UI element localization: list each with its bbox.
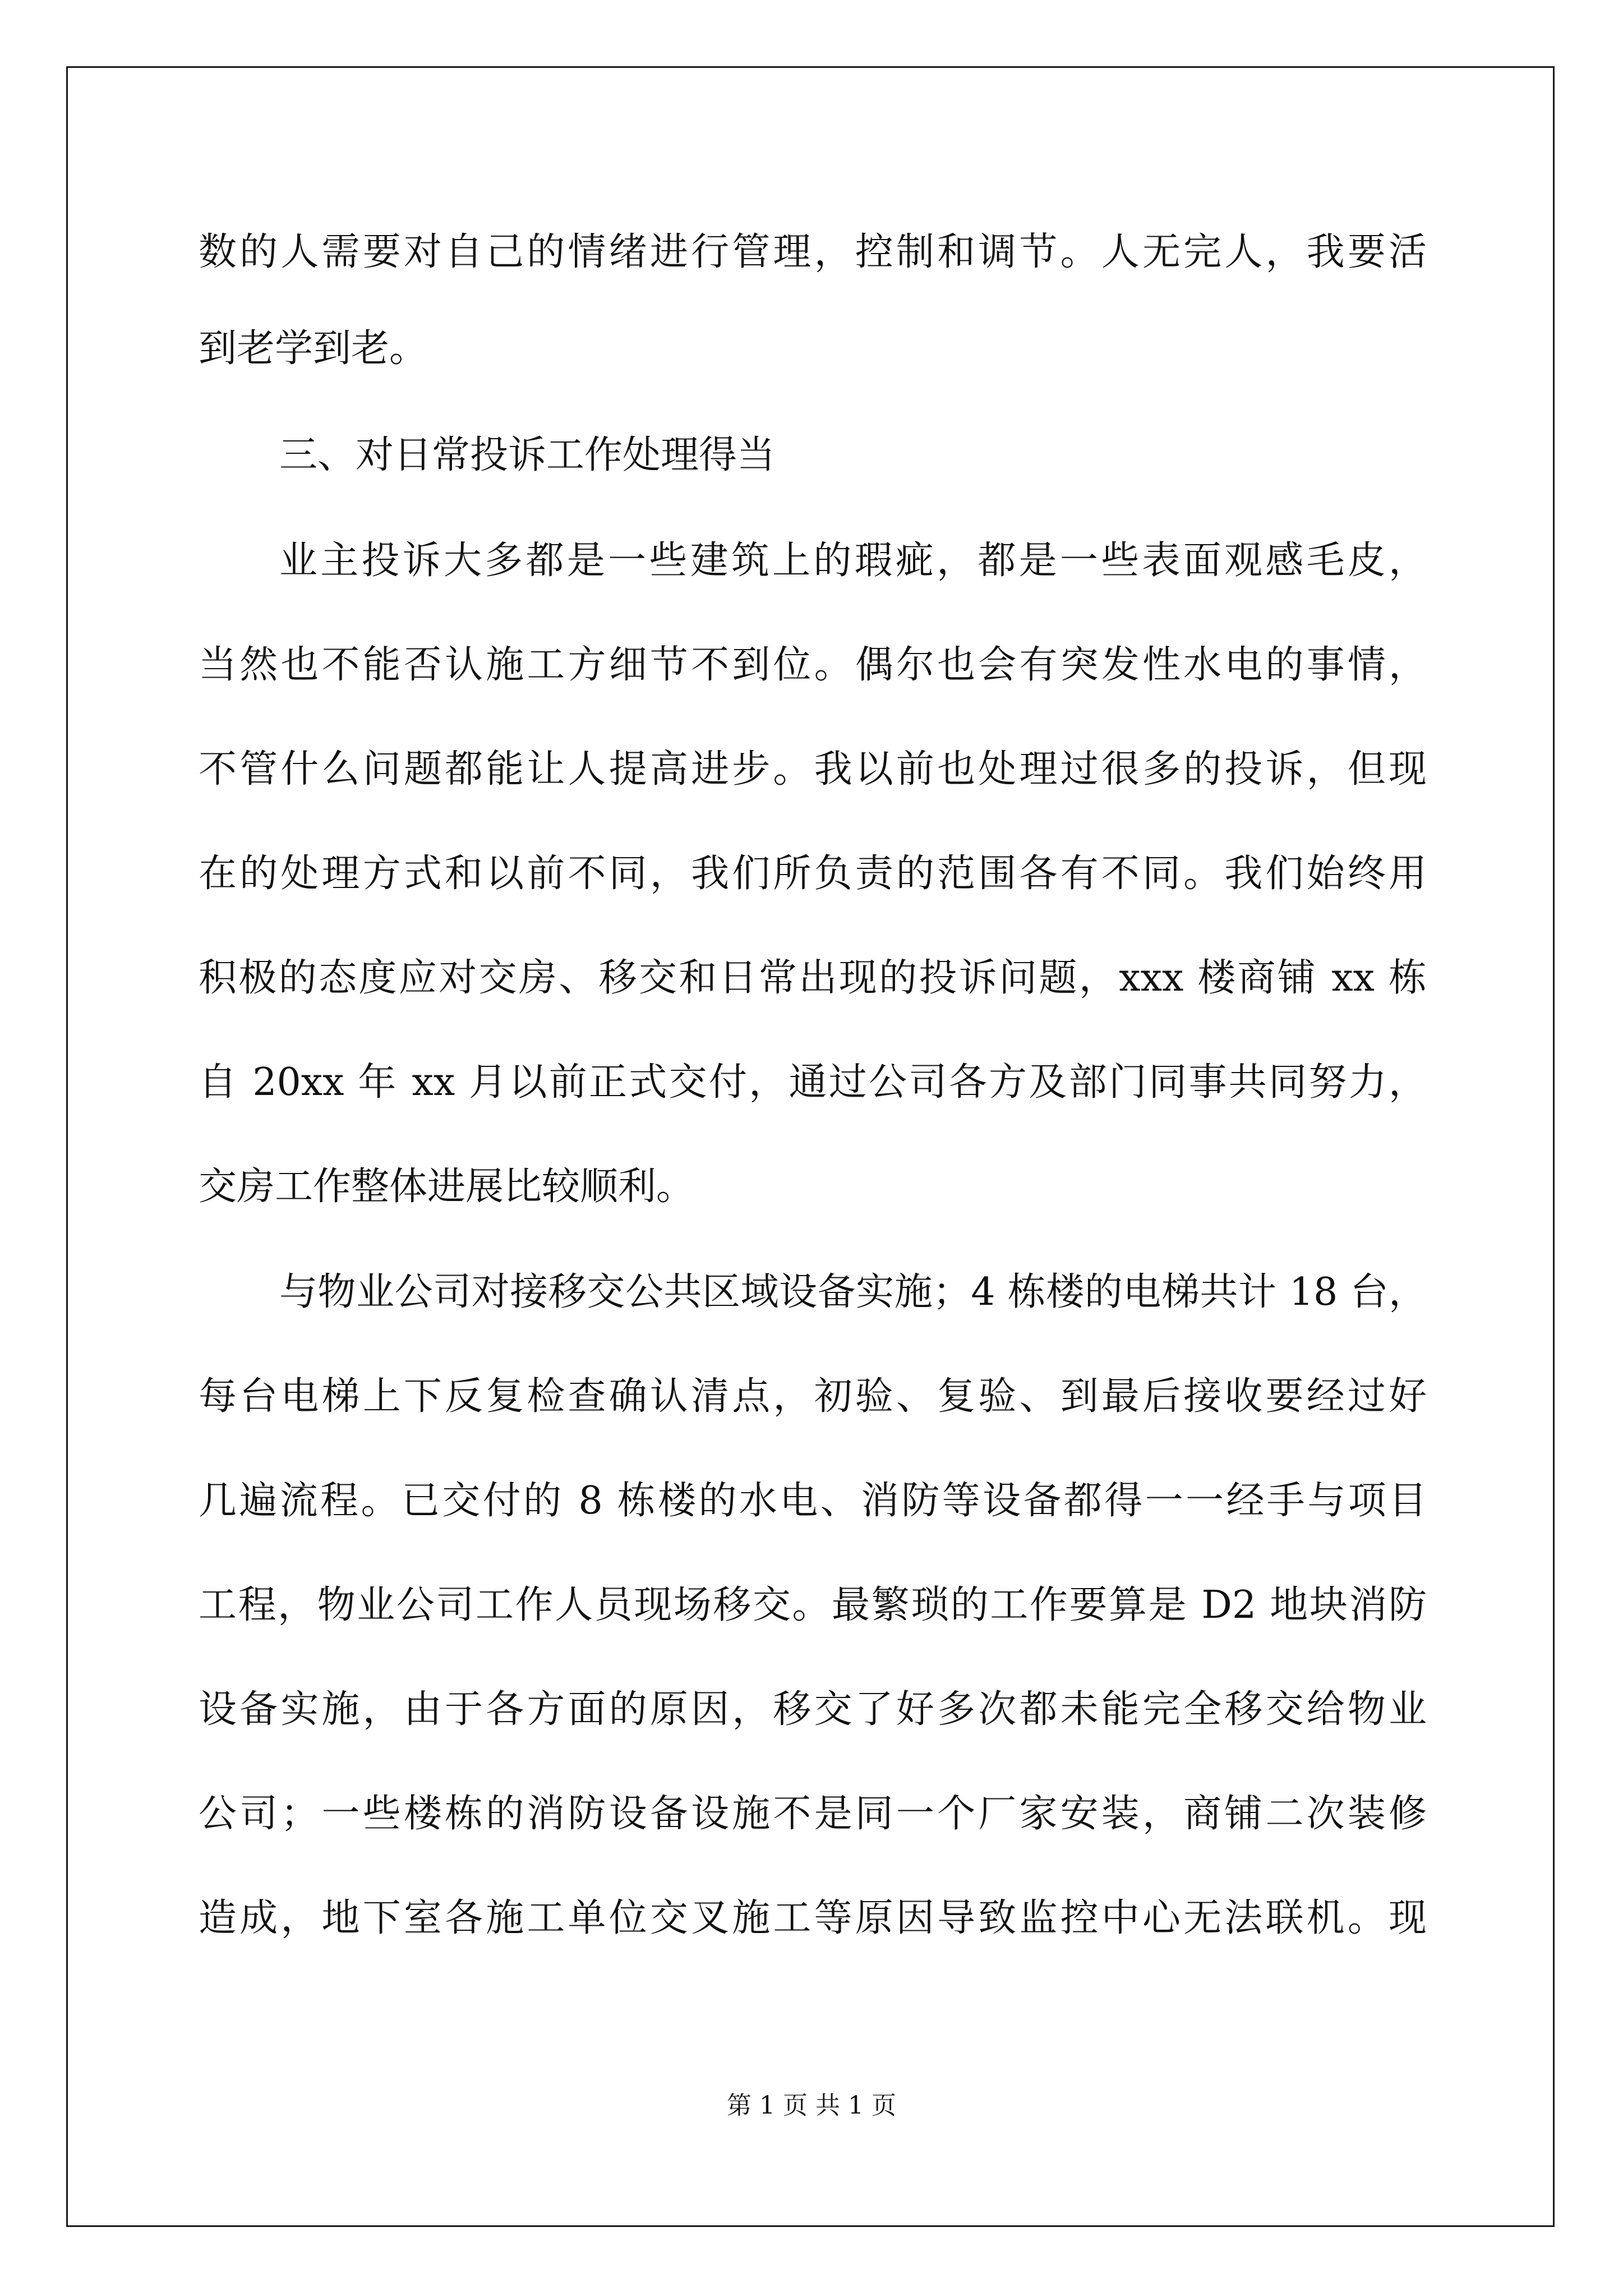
body-line-9: 自 20xx 年 xx 月以前正式交付，通过公司各方及部门同事共同努力， bbox=[199, 1060, 1427, 1105]
body-line-17: 造成，地下室各施工单位交叉施工等原因导致监控中心无法联机。现 bbox=[199, 1896, 1427, 1940]
body-line-16: 公司；一些楼栋的消防设备设施不是同一个厂家安装，商铺二次装修 bbox=[199, 1792, 1427, 1836]
body-line-4: 业主投诉大多都是一些建筑上的瑕疵，都是一些表面观感毛皮， bbox=[279, 539, 1427, 583]
body-line-2: 到老学到老。 bbox=[199, 326, 428, 371]
body-line-14: 工程，物业公司工作人员现场移交。最繁琐的工作要算是 D2 地块消防 bbox=[199, 1583, 1427, 1627]
body-line-8: 积极的态度应对交房、移交和日常出现的投诉问题，xxx 楼商铺 xx 栋 bbox=[199, 956, 1427, 1000]
body-line-6: 不管什么问题都能让人提高进步。我以前也处理过很多的投诉，但现 bbox=[199, 747, 1427, 792]
body-line-11: 与物业公司对接移交公共区域设备实施；4 栋楼的电梯共计 18 台， bbox=[279, 1270, 1427, 1314]
body-line-10: 交房工作整体进展比较顺利。 bbox=[199, 1165, 695, 1209]
body-line-12: 每台电梯上下反复检查确认清点，初验、复验、到最后接收要经过好 bbox=[199, 1374, 1427, 1419]
body-line-15: 设备实施，由于各方面的原因，移交了好多次都未能完全移交给物业 bbox=[199, 1687, 1427, 1732]
body-line-13: 几遍流程。已交付的 8 栋楼的水电、消防等设备都得一一经手与项目 bbox=[199, 1479, 1427, 1523]
body-line-7: 在的处理方式和以前不同，我们所负责的范围各有不同。我们始终用 bbox=[199, 852, 1427, 896]
body-line-1: 数的人需要对自己的情绪进行管理，控制和调节。人无完人，我要活 bbox=[199, 230, 1427, 274]
page-footer: 第 1 页 共 1 页 bbox=[727, 2091, 896, 2120]
body-line-5: 当然也不能否认施工方细节不到位。偶尔也会有突发性水电的事情， bbox=[199, 643, 1427, 687]
section-heading: 三、对日常投诉工作处理得当 bbox=[279, 433, 776, 477]
